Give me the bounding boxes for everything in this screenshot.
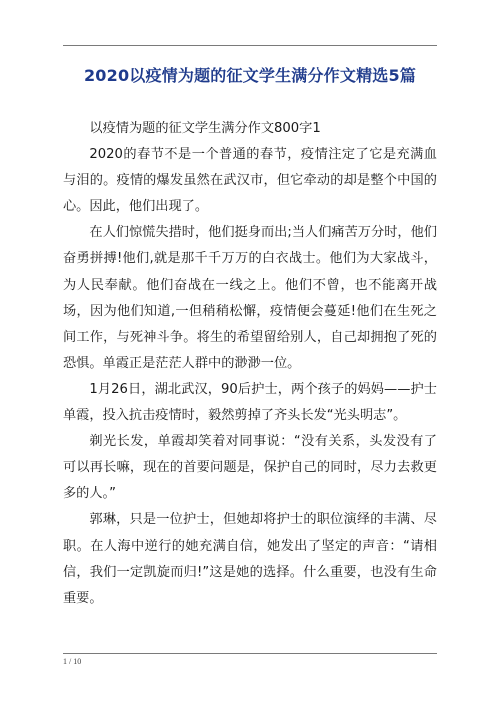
paragraph: 剃光长发，单霞却笑着对同事说：“没有关系，头发没有了可以再长嘛，现在的首要问题是，保护自己的同时，尽力去救更多的人。” [63, 434, 437, 502]
paragraph: 在人们惊慌失措时，他们挺身而出;当人们痛苦万分时，他们奋勇拼搏!他们,就是那千千万万的白衣战士。他们为大家战斗，为人民奉献。他们奋战在一线之上。他们不曾，也不能离开战场，因为他们知道,一但稍稍松懈，疫情便会蔓延!他们在生死之间工作，与死神斗争。将生的希望留给别人，自己却拥抱了死的恐惧。单霞正是茫茫人群中的渺渺一位。 [63, 225, 437, 371]
paragraph: 以疫情为题的征文学生满分作文800字1 [89, 121, 321, 136]
paragraph: 2020的春节不是一个普通的春节，疫情注定了它是充满血与泪的。疫情的爆发虽然在武汉市，但它牵动的却是整个中国的心。因此，他们出现了。 [63, 147, 437, 215]
document-body [63, 116, 437, 612]
header-divider [63, 45, 437, 46]
document-title: 2020以疫情为题的征文学生满分作文精选5篇 [83, 66, 417, 85]
paragraph: 郭琳，只是一位护士，但她却将护士的职位演绎的丰满、尽职。在人海中逆行的她充满自信，她发出了坚定的声音：“请相信，我们一定凯旋而归!”这是她的选择。什么重要，也没有生命重要。 [63, 512, 437, 606]
page-number: 1 / 10 [63, 657, 82, 666]
paragraph: 1月26日，湖北武汉，90后护士，两个孩子的妈妈——护士单霞，投入抗击疫情时，毅然剪掉了齐头长发“光头明志”。 [63, 381, 437, 424]
footer-divider [63, 653, 437, 654]
